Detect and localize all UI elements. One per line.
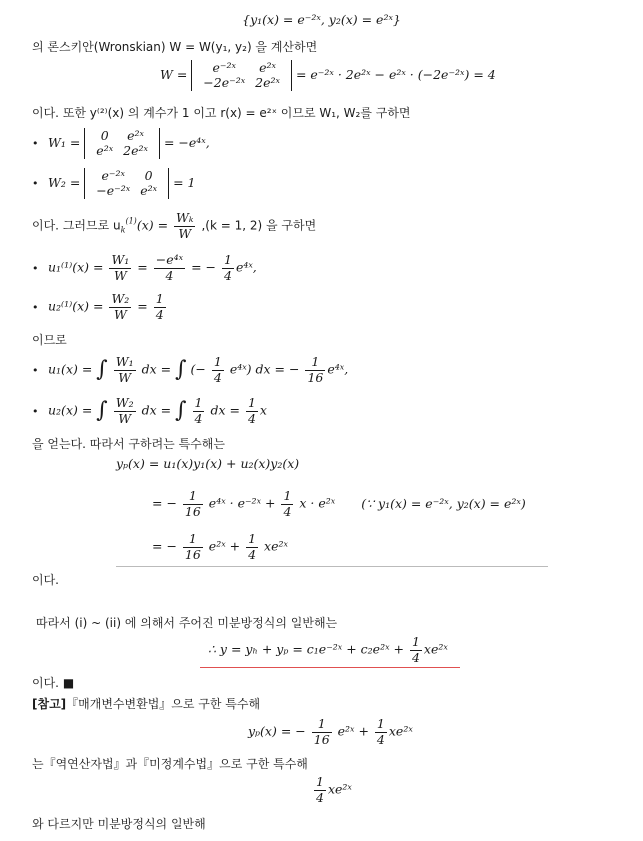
yp-line-2: = − $\frac{1}{16}$ e⁴ˣ · e⁻²ˣ + $\frac{1}{4}$ x · e²ˣ (∵ y₁(x) = e⁻²ˣ, y₂(x) = e²ˣ) — [152, 488, 526, 519]
u1-integral: • u₁(x) = ∫ $\frac{\text{W₁}}{W}$ dx = ∫ (− $\frac{1}{4}$ e⁴ˣ) dx = − $\frac{1}{16}$ e⁴ˣ, — [32, 354, 349, 385]
general-underline — [200, 667, 460, 668]
ref-particular: $\frac{1}{4}$ xe²ˣ — [316, 774, 352, 805]
obtain-line: 을 얻는다. 따라서 구하려는 특수해는 — [32, 437, 225, 451]
solution-set: {y₁(x) = e⁻²ˣ, y₂(x) = e²ˣ} — [242, 12, 401, 27]
ida-2: 이다. ■ — [32, 676, 75, 690]
uk-line: 이다. 그러므로 $u_k^{(1)}(x)$ = $\frac{\text{Wₖ}}{W}$ ,(k = 1, 2) 을 구하면 — [32, 210, 317, 241]
wronskian-eq: W = e⁻²ˣ e²ˣ −2e⁻²ˣ 2e²ˣ = e⁻²ˣ · 2e²ˣ − e²ˣ · (−2e⁻²ˣ) = 4 — [160, 60, 496, 90]
ref-yp: yₚ(x) = − $\frac{1}{16}$ e²ˣ + $\frac{1}{4}$ xe²ˣ — [248, 716, 413, 747]
u2-integral: • u₂(x) = ∫ $\frac{\text{W₂}}{W}$ dx = ∫ $\frac{1}{4}$ dx = $\frac{1}{4}$ x — [32, 395, 267, 426]
w2-eq: • W₂ = e⁻²ˣ 0 −e⁻²ˣ e²ˣ = 1 — [32, 168, 196, 198]
wronskian-det: e⁻²ˣ e²ˣ −2e⁻²ˣ 2e²ˣ — [191, 60, 292, 91]
w1-eq: • W₁ = 0 e²ˣ e²ˣ 2e²ˣ = −e⁴ˣ, — [32, 128, 210, 158]
yp-underline — [116, 566, 548, 567]
w1-det: 0 e²ˣ e²ˣ 2e²ˣ — [84, 128, 160, 159]
yp-line-1: yₚ(x) = u₁(x)y₁(x) + u₂(x)y₂(x) — [116, 456, 300, 471]
ida-1: 이다. — [32, 573, 59, 587]
wronskian-intro: 의 론스키안(Wronskian) W = W(y₁, y₂) 을 계산하면 — [32, 40, 318, 54]
general-solution: ∴ y = yₕ + yₚ = c₁e⁻²ˣ + c₂e²ˣ + $\frac{1}{4}$ xe²ˣ — [208, 634, 448, 665]
w2-det: e⁻²ˣ 0 −e⁻²ˣ e²ˣ — [84, 168, 169, 199]
coef-line: 이다. 또한 y⁽²⁾(x) 의 계수가 1 이고 r(x) = e²ˣ 이므로 W₁, W₂를 구하면 — [32, 106, 411, 120]
u1-prime-eq: • u₁⁽¹⁾(x) = $\frac{\text{W₁}}{W}$ = $\frac{\text{−e⁴ˣ}}{4}$ = − $\frac{1}{4}$ e⁴ˣ, — [32, 252, 257, 283]
last-line: 와 다르지만 미분방정식의 일반해 — [32, 817, 206, 831]
reference-line-2: 는『역연산자법』과『미정계수법』으로 구한 특수해 — [32, 757, 308, 771]
therefore-line: 따라서 (i) ~ (ii) 에 의해서 주어진 미분방정식의 일반해는 — [36, 616, 338, 630]
u2-prime-eq: • u₂⁽¹⁾(x) = $\frac{\text{W₂}}{W}$ = $\frac{1}{4}$ — [32, 291, 164, 322]
yp-line-3: = − $\frac{1}{16}$ e²ˣ + $\frac{1}{4}$ xe²ˣ — [152, 531, 288, 562]
reference-line: [참고]『매개변수변환법』으로 구한 특수해 — [32, 697, 261, 711]
imeuro: 이므로 — [32, 333, 67, 347]
